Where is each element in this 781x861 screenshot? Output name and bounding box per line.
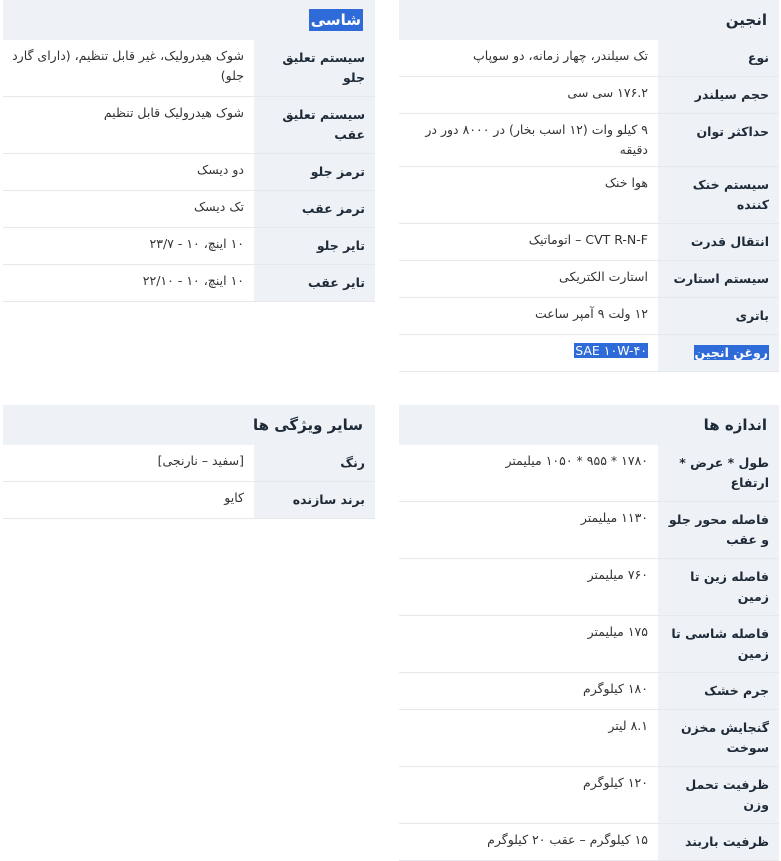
table-row (3, 445, 375, 482)
spec-key: سیستم تعلیق عقب (254, 97, 375, 154)
spec-value: تک سیلندر، چهار زمانه، دو سوپاپ (399, 40, 658, 77)
table-row (399, 673, 779, 710)
table-row (399, 559, 779, 616)
spec-value: ۱۷۵ میلیمتر (399, 616, 658, 673)
spec-key: باتری (658, 298, 779, 335)
other-features-table (3, 445, 375, 519)
table-row (399, 710, 779, 767)
table-row (3, 40, 375, 97)
spec-key: ظرفیت باربند (658, 824, 779, 861)
spec-key: انتقال قدرت (658, 224, 779, 261)
spec-value-cell (399, 335, 658, 372)
spec-value: ۱۱۳۰ میلیمتر (399, 502, 658, 559)
spec-value: ۱۰ اینچ، ۱۰ - ۲۲/۱۰ (3, 265, 254, 302)
spec-key: طول * عرض * ارتفاع (658, 445, 779, 502)
spec-value: ۱۵ کیلوگرم – عقب ۲۰ کیلوگرم (399, 824, 658, 861)
spec-key: فاصله زین تا زمین (658, 559, 779, 616)
spec-value: ۹ کیلو وات (۱۲ اسب بخار) در ۸۰۰۰ دور در دقیقه (399, 114, 658, 167)
spec-value: SAE ۱۰W-۴۰ (575, 343, 647, 358)
spec-key: حجم سیلندر (658, 77, 779, 114)
table-row (399, 616, 779, 673)
other-features-title: سایر ویژگی ها (3, 405, 375, 445)
spec-value: ۱۲ ولت ۹ آمپر ساعت (399, 298, 658, 335)
spec-key: رنگ (254, 445, 375, 482)
spec-key: گنجایش مخزن سوخت (658, 710, 779, 767)
dimensions-table (399, 445, 779, 861)
spec-value: شوک هیدرولیک قابل تنظیم (3, 97, 254, 154)
spec-key: سیستم استارت (658, 261, 779, 298)
spec-key: ترمز عقب (254, 191, 375, 228)
engine-title: انجین (399, 0, 779, 40)
spec-value: استارت الکتریکی (399, 261, 658, 298)
spec-value: ۱۲۰ کیلوگرم (399, 767, 658, 824)
table-row (399, 445, 779, 502)
spec-key: روغن انجین (694, 345, 768, 360)
table-row (399, 767, 779, 824)
spec-key: تایر جلو (254, 228, 375, 265)
chassis-title: شاسی (310, 11, 361, 29)
spec-value: ۱۰ اینچ، ۱۰ - ۲۳/۷ (3, 228, 254, 265)
spec-value: تک دیسک (3, 191, 254, 228)
table-row (399, 224, 779, 261)
table-row (399, 167, 779, 224)
spec-key: حداکثر توان (658, 114, 779, 167)
spec-value: کایو (3, 482, 254, 519)
spec-key: ظرفیت تحمل وزن (658, 767, 779, 824)
spec-value: ۸.۱ لیتر (399, 710, 658, 767)
dimensions-card (399, 405, 779, 861)
spec-value: شوک هیدرولیک، غیر قابل تنظیم، (دارای گارد جلو) (3, 40, 254, 97)
table-row (399, 824, 779, 861)
table-row (3, 191, 375, 228)
spec-value: CVT R-N-F – اتوماتیک (399, 224, 658, 261)
chassis-card (3, 0, 375, 302)
table-row (399, 40, 779, 77)
spec-value: هوا خنک (399, 167, 658, 224)
spec-value: ۷۶۰ میلیمتر (399, 559, 658, 616)
table-row (399, 261, 779, 298)
table-row (399, 335, 779, 372)
spec-value: دو دیسک (3, 154, 254, 191)
table-row (399, 298, 779, 335)
spec-value: ۱۷۶.۲ سی سی (399, 77, 658, 114)
table-row (399, 502, 779, 559)
chassis-title-bar (3, 0, 375, 40)
table-row (3, 154, 375, 191)
spec-key: سیستم خنک کننده (658, 167, 779, 224)
spec-key: تایر عقب (254, 265, 375, 302)
table-row (3, 482, 375, 519)
table-row (399, 77, 779, 114)
spec-value: [سفید – نارنجی] (3, 445, 254, 482)
spec-key-cell (658, 335, 779, 372)
other-features-card (3, 405, 375, 519)
spec-key: جرم خشک (658, 673, 779, 710)
spec-key: ترمز جلو (254, 154, 375, 191)
spec-key: سیستم تعلیق جلو (254, 40, 375, 97)
spec-value: ۱۸۰ کیلوگرم (399, 673, 658, 710)
chassis-table (3, 40, 375, 302)
spec-key: برند سازنده (254, 482, 375, 519)
spec-key: نوع (658, 40, 779, 77)
engine-table (399, 40, 779, 372)
dimensions-title: اندازه ها (399, 405, 779, 445)
engine-card (399, 0, 779, 372)
table-row (3, 265, 375, 302)
table-row (399, 114, 779, 167)
spec-key: فاصله محور جلو و عقب (658, 502, 779, 559)
table-row (3, 97, 375, 154)
spec-value: ۱۷۸۰ * ۹۵۵ * ۱۰۵۰ میلیمتر (399, 445, 658, 502)
spec-key: فاصله شاسی تا زمین (658, 616, 779, 673)
table-row (3, 228, 375, 265)
